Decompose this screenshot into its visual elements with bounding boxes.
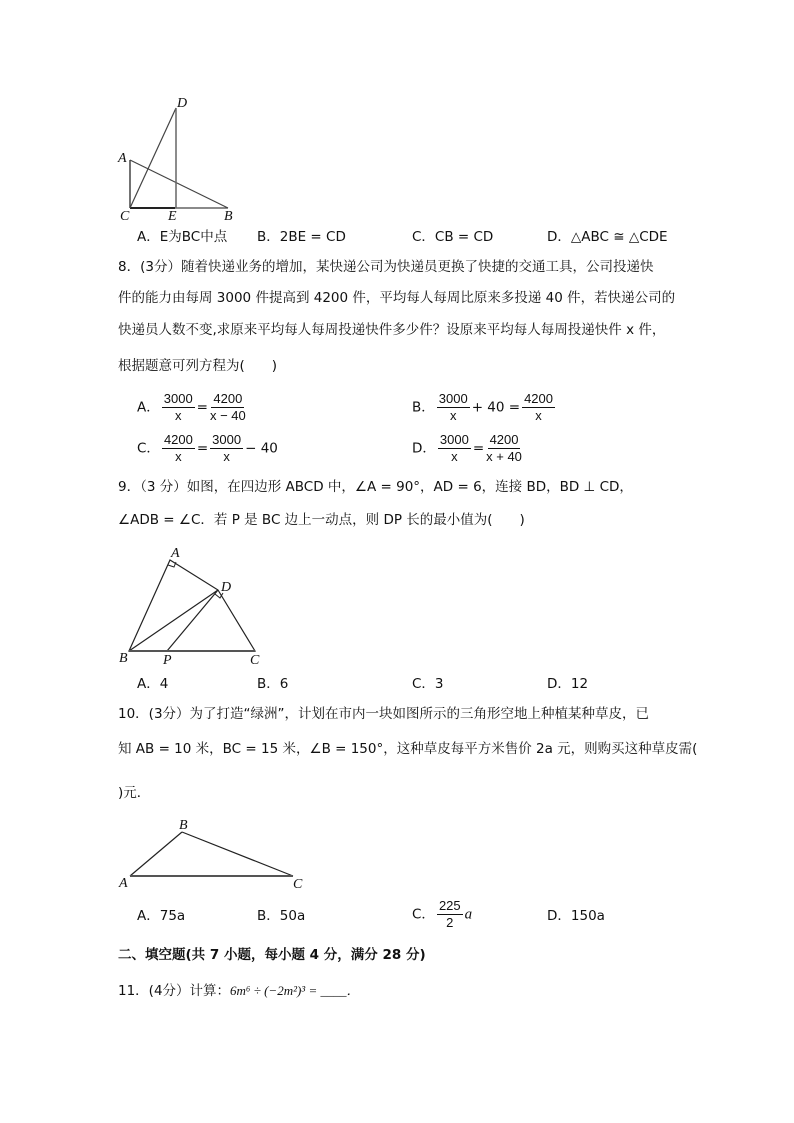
q11-expression: 6m⁶ ÷ (−2m²)³ = ____．	[230, 983, 360, 998]
denominator: 2	[446, 915, 454, 930]
numerator: 4200	[524, 391, 553, 406]
q7-option-d: D．△ABC ≅ △CDE	[547, 229, 668, 245]
label-C: C	[293, 877, 303, 892]
label-A: A	[119, 876, 128, 891]
denominator: x	[174, 408, 182, 423]
denominator: x	[535, 408, 542, 423]
numerator: 3000	[212, 432, 242, 447]
q10-line-2: 知 AB = 10 米，BC = 15 米，∠B = 150°，这种草皮每平方米售价 2a 元，则购买这种草皮需(	[118, 741, 698, 757]
q7-option-a: A．E为BC中点	[137, 229, 228, 245]
q10-option-d: D．150a	[547, 908, 605, 924]
numerator: 225	[438, 898, 461, 913]
option-label: A．	[137, 399, 160, 416]
label-D: D	[221, 580, 232, 595]
figure-q7	[117, 96, 233, 224]
numerator: 4200	[213, 391, 243, 406]
operator: =	[196, 440, 209, 457]
q10-line-3: )元．	[118, 785, 151, 801]
numerator: 3000	[163, 391, 193, 406]
denominator: x − 40	[209, 408, 246, 423]
operator: + 40 =	[471, 399, 521, 416]
q10-option-b: B．50a	[257, 908, 306, 924]
q7-option-c: C．CB = CD	[412, 229, 494, 245]
q9-option-a: A．4	[137, 676, 169, 692]
label-B: B	[119, 651, 128, 666]
numerator: 4200	[489, 432, 519, 447]
figure-q10	[118, 818, 303, 892]
option-label: C．	[137, 440, 160, 457]
q8-line-3: 快递员人数不变,求原来平均每人每周投递快件多少件？设原来平均每人每周投递快件 x 件，	[118, 322, 666, 338]
q10-line-1: 10．(3分）为了打造“绿洲”，计划在市内一块如图所示的三角形空地上种植某种草皮，已	[118, 706, 650, 722]
label-C: C	[250, 653, 260, 668]
q8-option-c	[137, 432, 278, 465]
q8-line-2: 件的能力由每周 3000 件提高到 4200 件，平均每人每周比原来多投递 40 件，若快递公司的	[118, 290, 676, 306]
q10-option-c	[412, 898, 472, 931]
label-B: B	[224, 209, 233, 224]
q11-prefix: 11．(4分）计算：	[118, 983, 231, 999]
q9-option-b: B．6	[257, 676, 289, 692]
q7-option-b: B．2BE = CD	[257, 229, 346, 245]
q8-option-a	[137, 391, 248, 424]
q8-line-4: 根据题意可列方程为( )	[118, 358, 278, 374]
numerator: 3000	[438, 391, 468, 406]
denominator: x + 40	[486, 449, 522, 464]
denominator: x	[449, 408, 457, 423]
operator: − 40	[245, 440, 278, 457]
q8-option-d	[412, 432, 524, 465]
q9-line-1: 9．（3 分）如图，在四边形 ABCD 中，∠A = 90°，AD = 6，连接 BD，BD ⊥ CD，	[118, 479, 633, 495]
denominator: x	[175, 449, 182, 464]
q8-option-b	[412, 391, 557, 424]
numerator: 4200	[163, 432, 193, 447]
denominator: x	[223, 449, 230, 464]
option-label: D．	[412, 440, 436, 457]
figure-q9	[119, 546, 260, 668]
label-A: A	[171, 546, 180, 561]
label-A: A	[118, 151, 127, 166]
label-E: E	[168, 209, 177, 224]
label-P: P	[163, 653, 172, 668]
q9-option-c: C．3	[412, 676, 444, 692]
label-D: D	[177, 96, 188, 111]
operator: =	[196, 399, 208, 416]
section-heading: 二、填空题(共 7 小题，每小题 4 分，满分 28 分)	[118, 947, 426, 963]
variable: a	[464, 906, 473, 923]
q9-line-2: ∠ADB = ∠C．若 P 是 BC 边上一动点，则 DP 长的最小值为( )	[118, 512, 525, 528]
label-C: C	[120, 209, 130, 224]
numerator: 3000	[439, 432, 469, 447]
q9-option-d: D．12	[547, 676, 589, 692]
operator: =	[472, 440, 485, 457]
denominator: x	[451, 449, 458, 464]
q11-line	[118, 982, 359, 1000]
q10-option-a: A．75a	[137, 908, 186, 924]
label-B: B	[179, 818, 188, 833]
q8-line-1: 8．(3分）随着快递业务的增加，某快递公司为快递员更换了快捷的交通工具，公司投递快	[118, 259, 654, 275]
option-label: C．	[412, 906, 435, 923]
option-label: B．	[412, 399, 435, 416]
